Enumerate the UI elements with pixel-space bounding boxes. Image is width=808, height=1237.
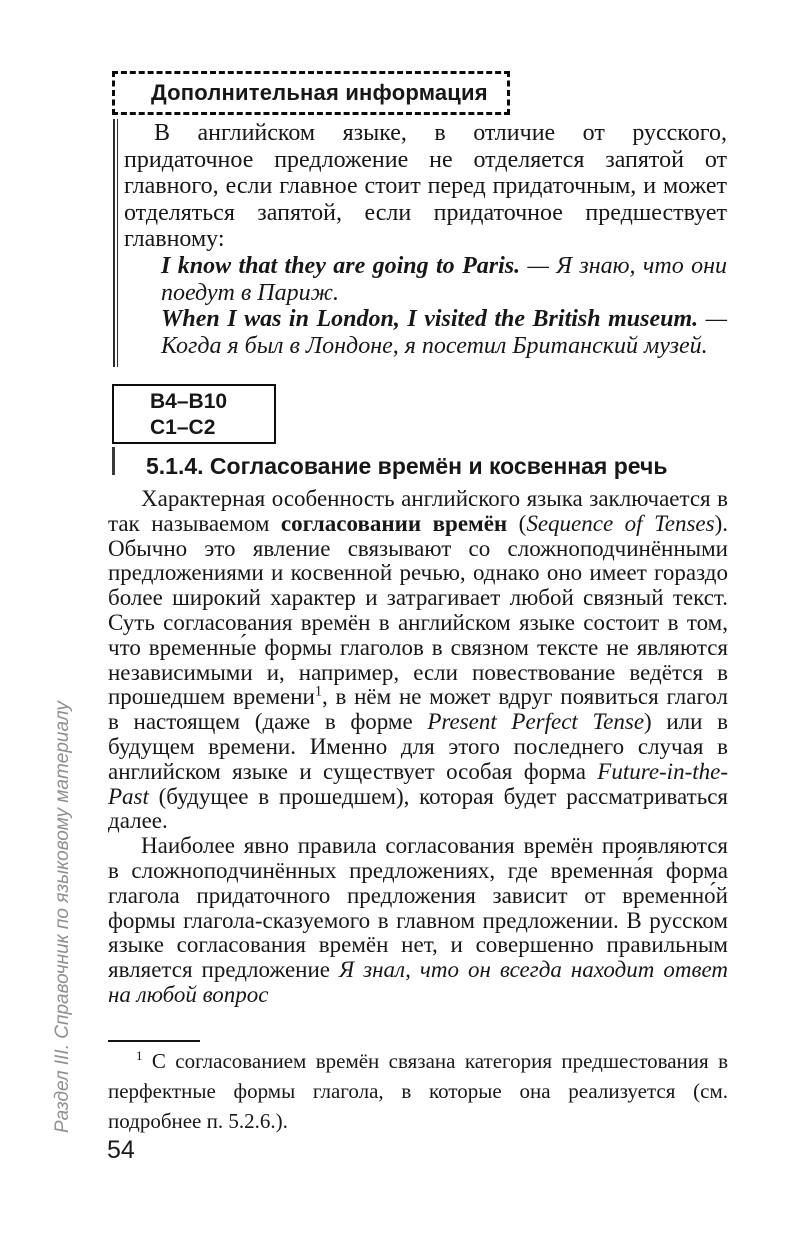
section-heading-tick bbox=[112, 447, 115, 475]
footnote-separator bbox=[108, 1040, 200, 1042]
info-left-double-rule bbox=[113, 119, 118, 367]
additional-info-box bbox=[112, 71, 510, 115]
exam-codes-box bbox=[112, 384, 276, 444]
example-sentence: When I was in London, I visited the British museum. — Когда я был в Лондоне, я посетил Британский музей. bbox=[161, 306, 727, 359]
main-text-column bbox=[108, 487, 728, 1008]
additional-info-body bbox=[124, 120, 727, 359]
page-number: 54 bbox=[107, 1136, 135, 1164]
exam-code-row: C1–C2 bbox=[150, 416, 216, 439]
body-paragraph: Характерная особенность английского языка заключается в так называемом согласовании времён (Sequence of Tenses). Обычно это явление связывают со сложноподчинёнными предложениями и косвенной речью, однако оно имеет гораздо более широкий характер и затрагивает любой связный текст. Суть согласования времён в английском языке состоит в том, что временны́е формы глаголов в связном тексте не являются независимыми и, например, если повествование ведётся в прошедшем времени$^1$, в нём не может вдруг появиться глагол в настоящем (даже в форме Present Perfect Tense) или в будущем времени. Именно для этого последнего случая в английском языке и существует особая форма Future-in-the-Past (будущее в прошедшем), которая будет рассматриваться далее. bbox=[108, 486, 728, 834]
additional-info-title: Дополнительная информация bbox=[151, 80, 488, 105]
footnote-text: $^1$ С согласованием времён связана категория предшестования в перфектные формы глагола, в которые она реализуется (см. подробнее п. 5.2.6.). bbox=[108, 1048, 728, 1133]
info-paragraph: В английском языке, в отличие от русского, придаточное предложение не отделяется запятой от главного, если главное стоит перед придаточным, и может отделяться запятой, если придаточное предшествует главному: bbox=[124, 120, 727, 253]
exam-code-row: B4–B10 bbox=[150, 390, 228, 413]
margin-caption: Раздел III. Справочник по языковому материалу bbox=[52, 701, 73, 1133]
example-sentence: I know that they are going to Paris. — Я знаю, что они поедут в Париж. bbox=[161, 252, 727, 306]
body-paragraph: Наиболее явно правила согласования времён проявляются в сложноподчинённых предложениях, где временна́я форма глагола придаточного предложения зависит от временно́й формы глагола-сказуемого в главном предложении. В русском языке согласования времён нет, и совершенно правильным является предложение Я знал, что он всегда находит ответ на любой вопрос bbox=[108, 833, 728, 1007]
section-heading: 5.1.4. Согласование времён и косвенная речь bbox=[146, 453, 668, 479]
